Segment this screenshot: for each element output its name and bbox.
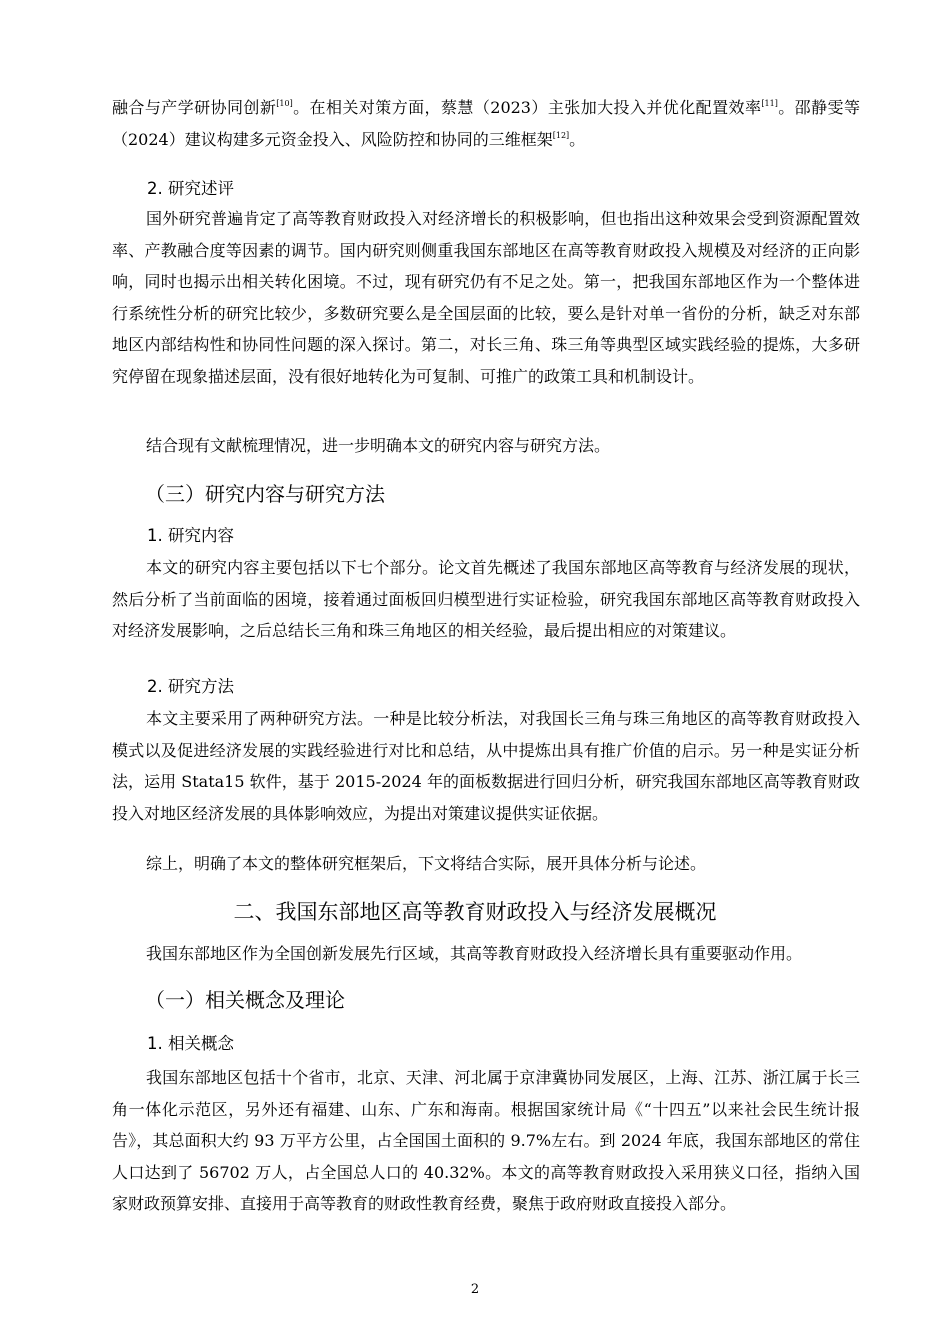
intro-text-d: 。 xyxy=(569,129,586,149)
heading-research-content: 1. 研究内容 xyxy=(147,526,234,545)
intro-text-b: 。在相关对策方面，蔡慧（2023）主张加大投入并优化配置效率 xyxy=(292,98,762,117)
heading-research-method: 2. 研究方法 xyxy=(147,677,234,696)
paragraph-summary: 综上，明确了本文的整体研究框架后，下文将结合实际，展开具体分析与论述。 xyxy=(146,854,707,873)
intro-text-c: 。邵静雯等（2024）建议构建多元资金投入、风险防控和协同的三维框架 xyxy=(112,98,860,149)
intro-text-a: 融合与产学研协同创新 xyxy=(112,98,277,117)
heading-related-concepts: 1. 相关概念 xyxy=(147,1034,234,1053)
heading-chapter-2: 二、我国东部地区高等教育财政投入与经济发展概况 xyxy=(233,900,717,924)
paragraph-chapter-2-intro: 我国东部地区作为全国创新发展先行区域，其高等教育财政投入经济增长具有重要驱动作用。 xyxy=(146,944,803,963)
paragraph-research-method: 本文主要采用了两种研究方法。一种是比较分析法，对我国长三角与珠三角地区的高等教育财政投入模式以及促进经济发展的实践经验进行对比和总结，从中提炼出具有推广价值的启示。另一种是实证分析法，运用 Stata15 软件，基于 2015-2024 年的面板数据进行回归分析，研究我国东部地区高等教育财政投入对地区经济发展的具体影响效应，为提出对策建议提供实证依据。 xyxy=(112,709,860,823)
page-number: 2 xyxy=(470,1282,480,1297)
heading-content-and-method: （三）研究内容与研究方法 xyxy=(145,482,385,506)
paragraph-research-content: 本文的研究内容主要包括以下七个部分。论文首先概述了我国东部地区高等教育与经济发展的现状，然后分析了当前面临的困境，接着通过面板回归模型进行实证检验，研究我国东部地区高等教育财政投入对经济发展影响，之后总结长三角和珠三角地区的相关经验，最后提出相应的对策建议。 xyxy=(112,558,860,640)
citation-ref-10[interactable]: [10] xyxy=(276,99,293,108)
paragraph-research-review: 国外研究普遍肯定了高等教育财政投入对经济增长的积极影响，但也指出这种效果会受到资源配置效率、产教融合度等因素的调节。国内研究则侧重我国东部地区在高等教育财政投入规模及对经济的正向影响，同时也揭示出相关转化困境。不过，现有研究仍有不足之处。第一，把我国东部地区作为一个整体进行系统性分析的研究比较少，多数研究要么是全国层面的比较，要么是针对单一省份的分析，缺乏对东部地区内部结构性和协同性问题的深入探讨。第二，对长三角、珠三角等典型区域实践经验的提炼，大多研究停留在现象描述层面，没有很好地转化为可复制、可推广的政策工具和机制设计。 xyxy=(112,209,860,386)
heading-research-review: 2. 研究述评 xyxy=(147,179,234,198)
paragraph-intro xyxy=(112,92,860,155)
heading-concepts-and-theory: （一）相关概念及理论 xyxy=(145,988,345,1012)
paragraph-related-concepts: 我国东部地区包括十个省市，北京、天津、河北属于京津冀协同发展区，上海、江苏、浙江属于长三角一体化示范区，另外还有福建、山东、广东和海南。根据国家统计局《“十四五”以来社会民生统计报告》，其总面积大约 93 万平方公里，占全国国土面积的 9.7%左右。到 2024 年底，我国东部地区的常住人口达到了 56702 万人，占全国总人口的 40.32%。本文的高等教育财政投入采用狭义口径，指纳入国家财政预算安排、直接用于高等教育的财政性教育经费，聚焦于政府财政直接投入部分。 xyxy=(112,1068,860,1213)
paragraph-combine: 结合现有文献梳理情况，进一步明确本文的研究内容与研究方法。 xyxy=(146,436,611,455)
citation-ref-11[interactable]: [11] xyxy=(761,99,778,108)
citation-ref-12[interactable]: [12] xyxy=(552,130,570,140)
